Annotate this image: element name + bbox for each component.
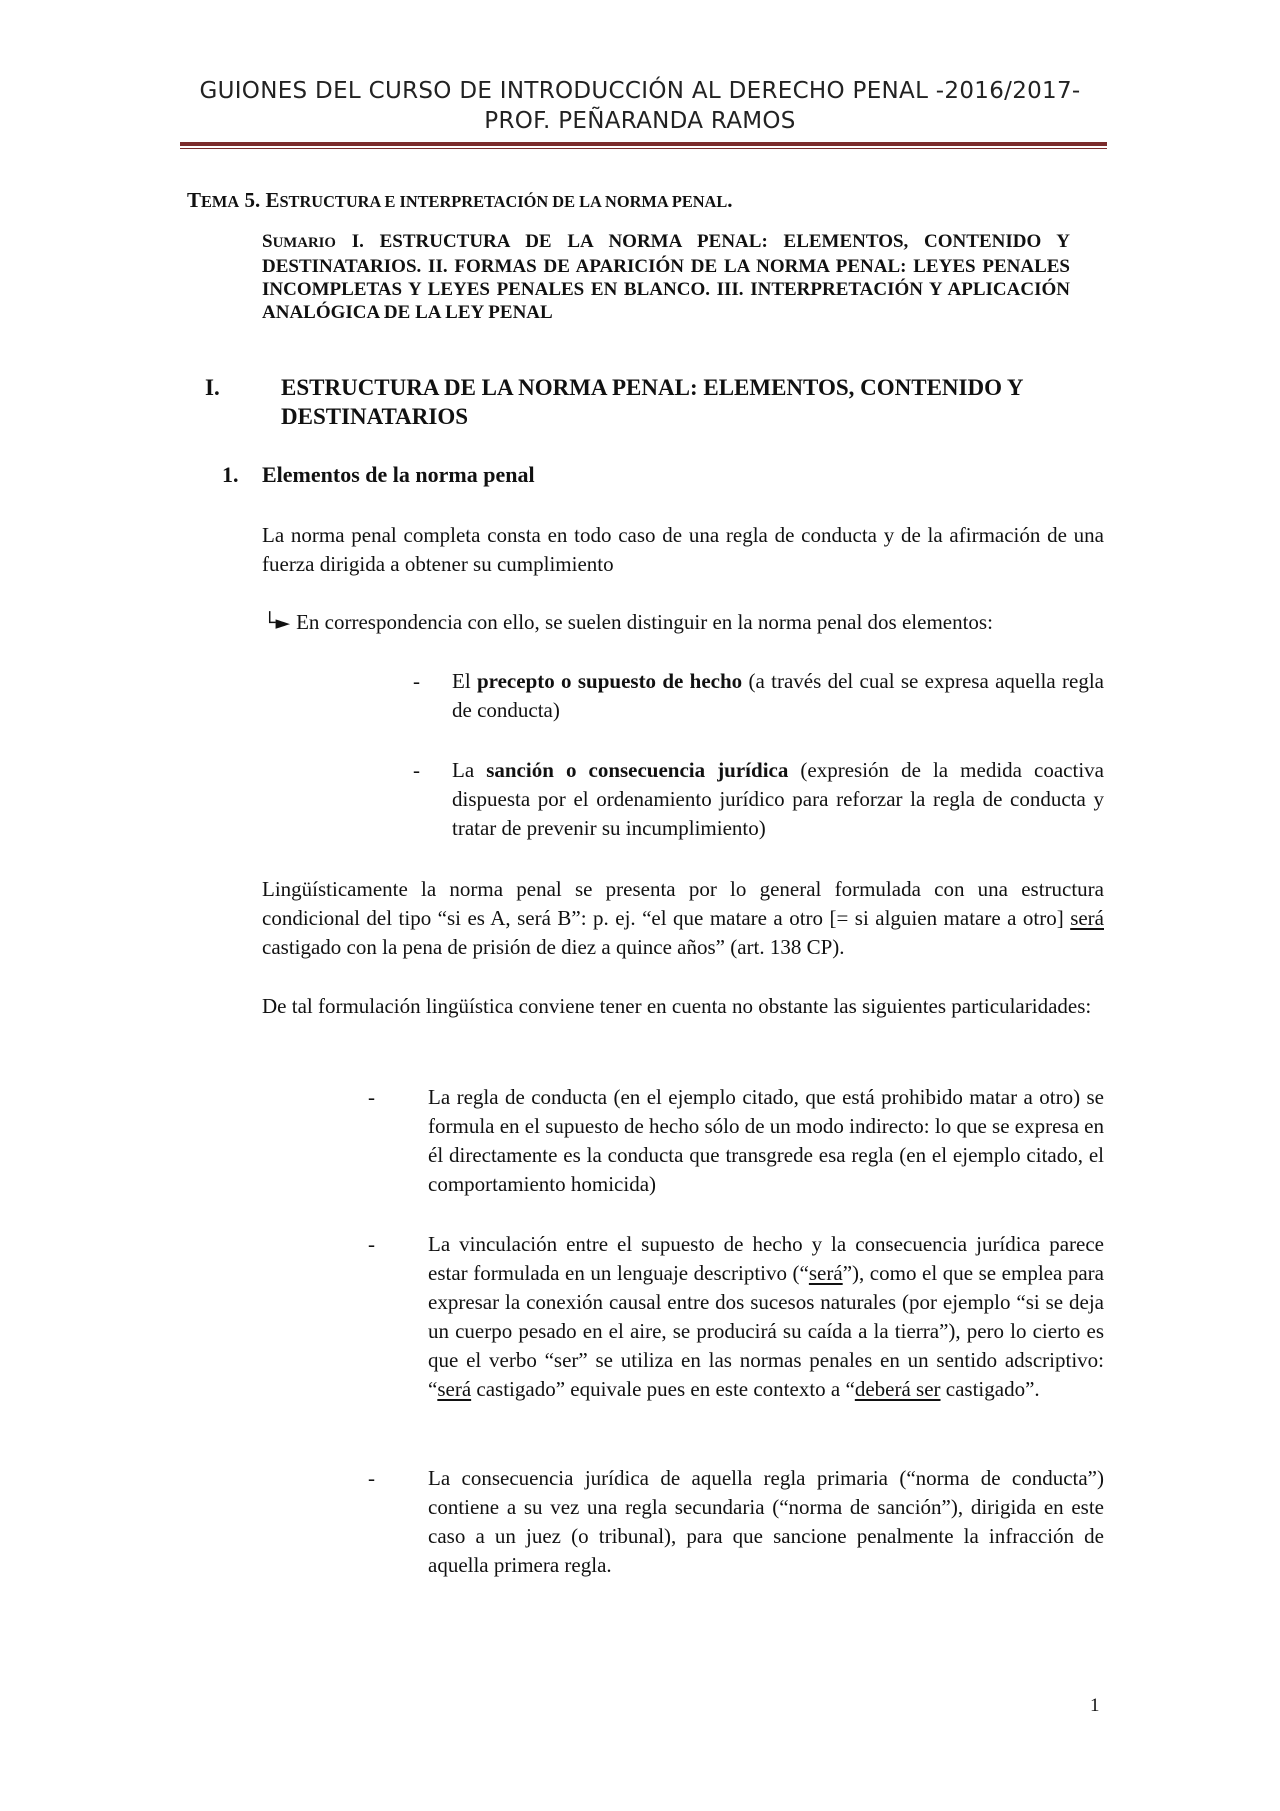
tema-lead: T xyxy=(187,188,202,212)
section-title: ESTRUCTURA DE LA NORMA PENAL: ELEMENTOS, CONTENIDO Y DESTINATARIOS xyxy=(281,375,1023,429)
underlined-text: será xyxy=(1070,906,1104,930)
list-item-text: El xyxy=(452,669,477,693)
running-header xyxy=(0,76,1280,136)
list-item-text: ”), como el que se emplea para expresar la conexión causal entre dos sucesos naturales (por ejemplo “si se deja un cuerpo pesado en el aire, se producirá su caída a la tierra”), pero lo cierto es que el verbo “ser” se utiliza en las normas penales en un sentido adscriptivo: “ xyxy=(428,1261,1104,1401)
paragraph-linguisticamente xyxy=(262,875,1104,962)
paragraph-norma-completa: La norma penal completa consta en todo caso de una regla de conducta y de la afirmación de una fuerza dirigida a obtener su cumplimiento xyxy=(262,523,1104,576)
list-item-text: La xyxy=(452,758,487,782)
section-number: I. xyxy=(205,375,220,400)
subsection-title: Elementos de la norma penal xyxy=(262,462,535,487)
bullet-dash: - xyxy=(368,1466,375,1490)
subsection-heading xyxy=(222,461,535,489)
bullet-dash: - xyxy=(413,669,420,693)
page-number: 1 xyxy=(1090,1695,1100,1716)
list-item-vinculacion xyxy=(428,1230,1104,1404)
corner-arrow-icon: └► xyxy=(264,612,291,634)
list-item-text: castigado” equivale pues en este contexto a “ xyxy=(471,1377,855,1401)
sumario xyxy=(262,230,1070,324)
underlined-text: deberá ser xyxy=(854,1377,941,1401)
underlined-text: será xyxy=(808,1261,843,1285)
list-item-sancion xyxy=(452,756,1104,843)
underlined-text: será xyxy=(437,1377,472,1401)
header-rule-thin xyxy=(180,148,1107,149)
tema-lead-smallcaps: EMA xyxy=(201,192,240,211)
bullet-dash: - xyxy=(368,1232,375,1256)
arrow-line xyxy=(264,608,993,638)
subsection-number: 1. xyxy=(222,462,239,487)
list-item-bold: sanción o consecuencia jurídica xyxy=(486,758,789,782)
list-item-text: (expresión de la medida coactiva dispuesta por el ordenamiento jurídico para reforzar la regla de conducta y tratar de prevenir su incumplimiento) xyxy=(452,758,1104,840)
sumario-lead: S xyxy=(262,231,273,252)
bullet-dash: - xyxy=(413,758,420,782)
paragraph-particularidades: De tal formulación lingüística conviene tener en cuenta no obstante las siguientes particularidades: xyxy=(262,994,1092,1018)
tema-title xyxy=(187,187,733,215)
list-item-text: castigado”. xyxy=(940,1377,1040,1401)
sumario-lead-smallcaps: UMARIO xyxy=(272,235,336,251)
list-item-bold: precepto o supuesto de hecho xyxy=(476,669,743,693)
arrow-line-text: En correspondencia con ello, se suelen distinguir en la norma penal dos elementos: xyxy=(296,610,993,634)
bullet-dash: - xyxy=(368,1085,375,1109)
sumario-text: I. ESTRUCTURA DE LA NORMA PENAL: ELEMENTOS, CONTENIDO Y DESTINATARIOS. II. FORMAS DE APARICIÓN DE LA NORMA PENAL: LEYES PENALES INCOMPLETAS Y LEYES PENALES EN BLANCO. III. INTERPRETACIÓN Y APLICACIÓN ANALÓGICA DE LA LEY PENAL xyxy=(262,231,1070,323)
paragraph-text: Lingüísticamente la norma penal se presenta por lo general formulada con una estructura condicional del tipo “si es A, será B”: p. ej. “el que matare a otro [= si alguien matare a otro] xyxy=(262,877,1104,930)
list-item-text: La vinculación entre el supuesto de hecho y la consecuencia jurídica parece estar formulada en un lenguaje descriptivo (“ xyxy=(428,1232,1104,1285)
header-line-2: PROF. PEÑARANDA RAMOS xyxy=(484,108,796,134)
list-item-text: (a través del cual se expresa aquella regla de conducta) xyxy=(452,669,1104,722)
header-rule xyxy=(180,142,1107,146)
list-item-consecuencia: La consecuencia jurídica de aquella regla primaria (“norma de conducta”) contiene a su vez una regla secundaria (“norma de sanción”), dirigida en este caso a un juez (o tribunal), para que sancione penalmente la infracción de aquella primera regla. xyxy=(428,1466,1104,1577)
tema-number: 5. E xyxy=(239,188,280,212)
list-item-precepto xyxy=(452,667,1104,725)
paragraph-text: castigado con la pena de prisión de diez a quince años” (art. 138 CP). xyxy=(262,935,845,959)
tema-title-smallcaps: STRUCTURA E INTERPRETACIÓN DE LA NORMA PENAL xyxy=(279,192,728,211)
tema-end: . xyxy=(727,188,733,212)
list-item-regla-conducta: La regla de conducta (en el ejemplo citado, que está prohibido matar a otro) se formula en el supuesto de hecho sólo de un modo indirecto: lo que se expresa en él directamente es la conducta que transgrede esa regla (en el ejemplo citado, el comportamiento homicida) xyxy=(428,1085,1104,1196)
header-line-1: GUIONES DEL CURSO DE INTRODUCCIÓN AL DERECHO PENAL -2016/2017- xyxy=(199,78,1081,104)
